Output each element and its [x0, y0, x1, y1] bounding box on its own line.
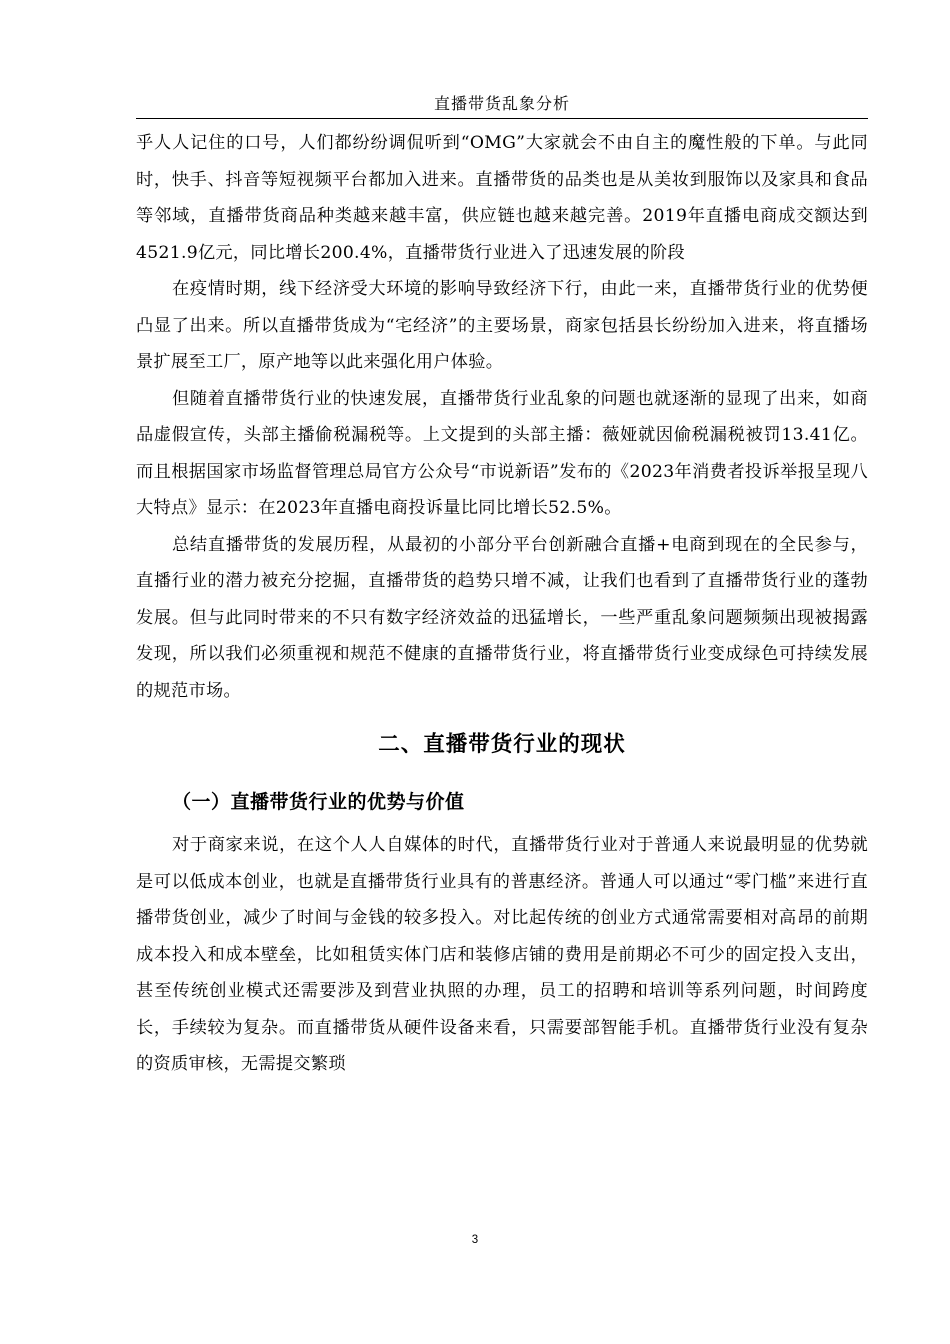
- paragraph-continuation: 乎人人记住的口号，人们都纷纷调侃听到“OMG”大家就会不由自主的魔性般的下单。与此同时，快手、抖音等短视频平台都加入进来。直播带货的品类也是从美妆到服饰以及家具和食品等邻域，直播带货商品种类越来越丰富，供应链也越来越完善。2019年直播电商成交额达到4521.9亿元，同比增长200.4%，直播带货行业进入了迅速发展的阶段: [136, 133, 868, 263]
- paragraph-summary: 总结直播带货的发展历程，从最初的小部分平台创新融合直播+电商到现在的全民参与，直播行业的潜力被充分挖掘，直播带货的趋势只增不减，让我们也看到了直播带货行业的蓬勃发展。但与此同时带来的不只有数字经济效益的迅猛增长，一些严重乱象问题频频出现被揭露发现，所以我们必须重视和规范不健康的直播带货行业，将直播带货行业变成绿色可持续发展的规范市场。: [136, 534, 868, 701]
- document-body: [136, 125, 868, 1083]
- paragraph-pandemic: 在疫情时期，线下经济受大环境的影响导致经济下行，由此一来，直播带货行业的优势便凸显了出来。所以直播带货成为“宅经济”的主要场景，商家包括县长纷纷加入进来，将直播场景扩展至工厂，原产地等以此来强化用户体验。: [136, 279, 868, 372]
- page-header: [136, 92, 868, 119]
- page-number: 3: [471, 1234, 479, 1246]
- section-heading: 二、直播带货行业的现状: [378, 732, 626, 757]
- paragraph-problems: 但随着直播带货行业的快速发展，直播带货行业乱象的问题也就逐渐的显现了出来，如商品虚假宣传，头部主播偷税漏税等。上文提到的头部主播：薇娅就因偷税漏税被罚13.41亿。而且根据国家市场监督管理总局官方公众号“市说新语”发布的《2023年消费者投诉举报呈现八大特点》显示：在2023年直播电商投诉量比同比增长52.5%。: [136, 388, 868, 518]
- header-title: 直播带货乱象分析: [433, 94, 570, 113]
- paragraph-advantages: 对于商家来说，在这个人人自媒体的时代，直播带货行业对于普通人来说最明显的优势就是可以低成本创业，也就是直播带货行业具有的普惠经济。普通人可以通过“零门槛”来进行直播带货创业，减少了时间与金钱的较多投入。对比起传统的创业方式通常需要相对高昂的前期成本投入和成本壁垒，比如租赁实体门店和装修店铺的费用是前期必不可少的固定投入支出，甚至传统创业模式还需要涉及到营业执照的办理，员工的招聘和培训等系列问题，时间跨度长，手续较为复杂。而直播带货从硬件设备来看，只需要部智能手机。直播带货行业没有复杂的资质审核，无需提交繁琐: [136, 835, 868, 1074]
- subsection-heading: （一）直播带货行业的优势与价值: [172, 791, 465, 813]
